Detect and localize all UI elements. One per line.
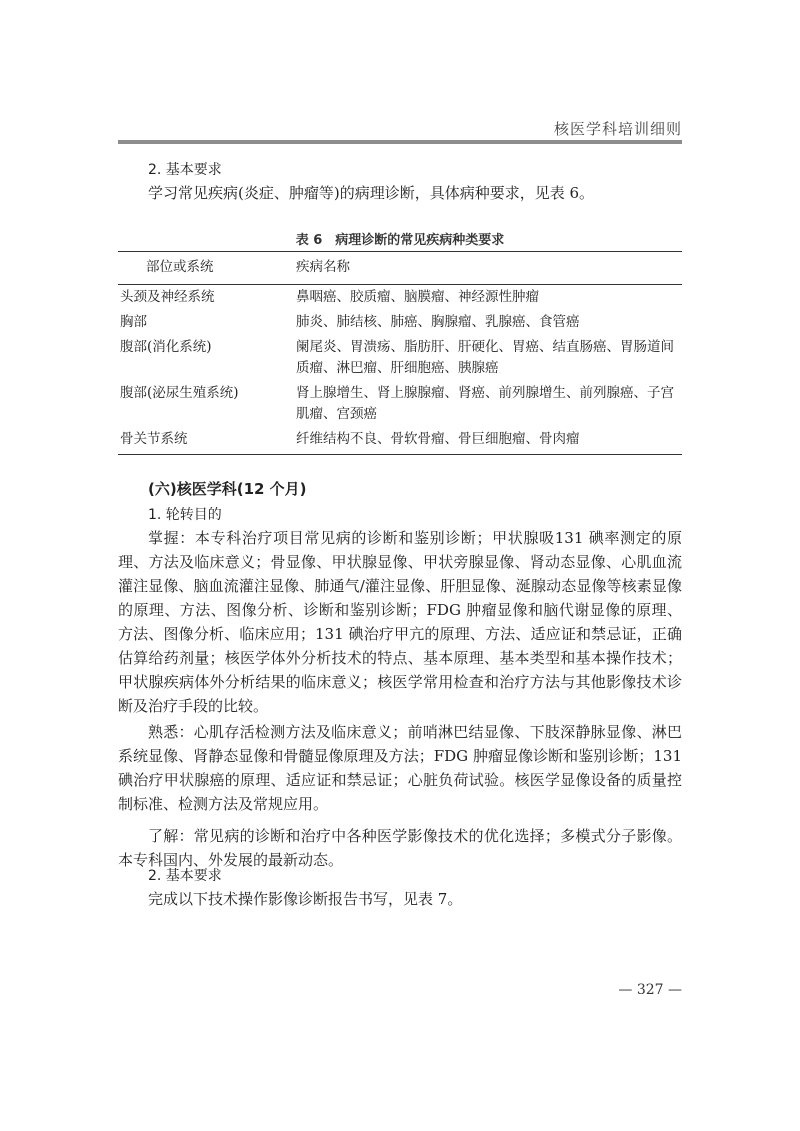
familiar-paragraph: 熟悉：心肌存活检测方法及临床意义；前哨淋巴结显像、下肢深静脉显像、淋巴系统显像、肾静态显像和骨髓显像原理及方法；FDG 肿瘤显像诊断和鉴别诊断；131 碘治疗甲状腺癌的原理、适应证和禁忌证；心脏负荷试验。核医学显像设备的质量控制标准、检测方法及常规应用。 (118, 723, 682, 813)
table-cell-diseases: 肺炎、肺结核、肺癌、胸腺瘤、乳腺癌、食管癌 (296, 314, 580, 330)
requirements-paragraph: 完成以下技术操作影像诊断报告书写，见表 7。 (148, 890, 463, 908)
header-rule (118, 140, 682, 144)
column-header-diseases: 疾病名称 (296, 252, 682, 285)
running-header-title: 核医学科培训细则 (553, 120, 682, 138)
column-header-part: 部位或系统 (118, 252, 296, 285)
master-paragraph: 掌握：本专科治疗项目常见病的诊断和鉴别诊断；甲状腺吸131 碘率测定的原理、方法及临床意义；骨显像、甲状腺显像、甲状旁腺显像、肾动态显像、心肌血流灌注显像、脑血流灌注显像、肺通气/灌注显像、肝胆显像、涎腺动态显像等核素显像的原理、方法、图像分析、诊断和鉴别诊断；FDG 肿瘤显像和脑代谢显像的原理、方法、图像分析、临床应用；131 碘治疗甲亢的原理、方法、适应证和禁忌证，正确估算给药剂量；核医学体外分析技术的特点、基本原理、基本类型和基本操作技术；甲状腺疾病体外分析结果的临床意义；核医学常用检查和治疗方法与其他影像技术诊断及治疗手段的比较。 (118, 529, 682, 715)
disease-table (118, 251, 682, 455)
table-cell-part: 骨关节系统 (118, 427, 296, 455)
table-cell-diseases: 肾上腺增生、肾上腺腺瘤、肾癌、前列腺增生、前列腺癌、子宫肌瘤、宫颈癌 (296, 385, 674, 422)
table-cell-part: 腹部(消化系统) (120, 339, 212, 355)
section-title-nuclear-medicine: (六)核医学科(12 个月) (148, 480, 307, 498)
table-row (118, 335, 682, 381)
table-row (118, 427, 682, 455)
table-cell-diseases: 纤维结构不良、骨软骨瘤、骨巨细胞瘤、骨肉瘤 (296, 427, 682, 455)
intro-paragraph: 学习常见疾病(炎症、肿瘤等)的病理诊断，具体病种要求，见表 6。 (148, 184, 595, 202)
understand-paragraph: 了解：常见病的诊断和治疗中各种医学影像技术的优化选择；多模式分子影像。本专科国内、外发展的最新动态。 (118, 827, 682, 869)
table-cell-part: 胸部 (120, 314, 147, 330)
subheading-basic-requirements-2: 2. 基本要求 (148, 868, 222, 884)
table-cell-diseases: 阑尾炎、胃溃疡、脂肪肝、肝硬化、胃癌、结直肠癌、胃肠道间质瘤、淋巴瘤、肝细胞癌、胰腺癌 (296, 339, 674, 376)
table-header-row (118, 252, 682, 285)
table-row (118, 285, 682, 311)
table-row (118, 310, 682, 335)
table-caption: 表 6 病理诊断的常见疾病种类要求 (295, 233, 505, 248)
table-cell-part: 腹部(泌尿生殖系统) (120, 385, 239, 401)
page-number: — 327 — (618, 982, 682, 998)
subheading-rotation-goals: 1. 轮转目的 (148, 507, 222, 523)
table-row (118, 381, 682, 427)
table-cell-part: 头颈及神经系统 (120, 289, 215, 305)
subheading-basic-requirements: 2. 基本要求 (148, 162, 222, 178)
table-cell-diseases: 鼻咽癌、胶质瘤、脑膜瘤、神经源性肿瘤 (296, 289, 539, 305)
